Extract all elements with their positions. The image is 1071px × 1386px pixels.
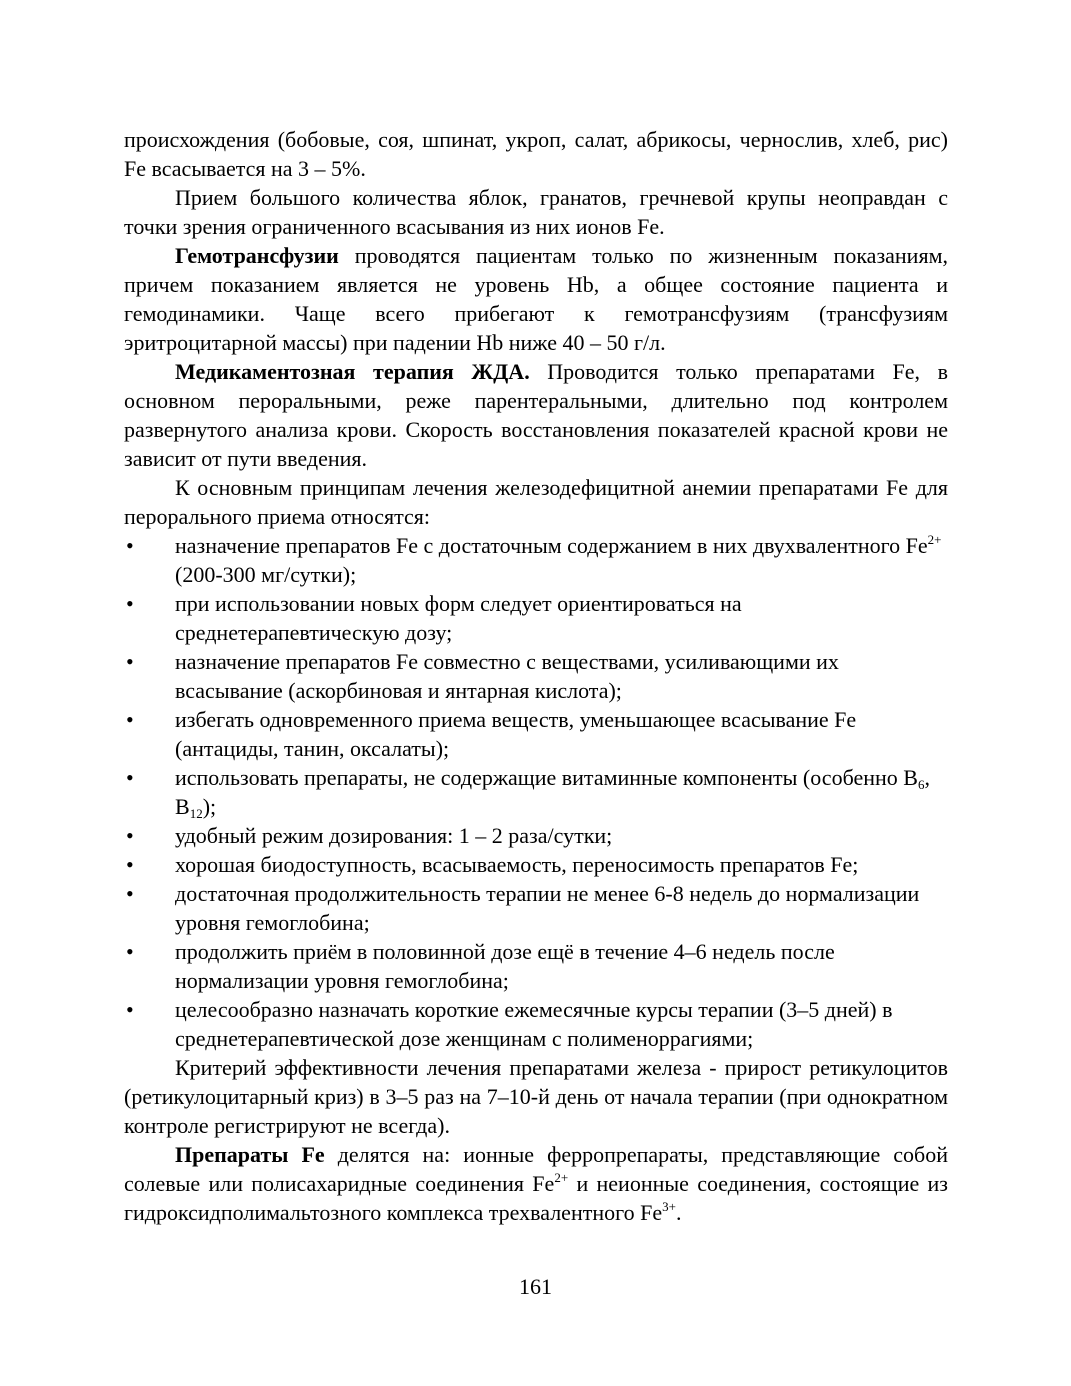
bullet-icon: • (126, 823, 134, 848)
list-item: • при использовании новых форм следует ориентироваться на среднетерапевтическую дозу; (126, 591, 742, 645)
bullet-icon: • (126, 765, 134, 790)
list-item: • продолжить приём в половинной дозе ещё в течение 4–6 недель после нормализации уровня гемоглобина; (126, 939, 835, 993)
page-number: 161 (519, 1274, 552, 1299)
heading-hemotransfusion: Гемотрансфузии (175, 243, 339, 268)
paragraph-fe-preparations: Препараты Fe делятся на: ионные ферропрепараты, представляющие собой солевые или полисахаридные соединения $Fe^{2+}$ и неионные соединения, состоящие из гидроксидполимальтозного комплекса трехвалентного $Fe^{3+}$. (124, 1142, 948, 1225)
bullet-icon: • (126, 649, 134, 674)
page-body (124, 125, 948, 1227)
bullet-icon: • (126, 591, 134, 616)
paragraph-apples: Прием большого количества яблок, гранатов, гречневой крупы неоправдан с точки зрения ограниченного всасывания из них ионов Fe. (124, 185, 948, 239)
bullet-icon: • (126, 939, 134, 964)
heading-fe-preparations: Препараты Fe (175, 1142, 325, 1167)
bullet-icon: • (126, 852, 134, 877)
bullet-icon: • (126, 997, 134, 1022)
heading-drug-therapy: Медикаментозная терапия ЖДА. (175, 359, 530, 384)
list-item: • хорошая биодоступность, всасываемость, переносимость препаратов Fe; (126, 852, 859, 877)
principles-list (124, 531, 948, 1053)
list-item: • использовать препараты, не содержащие витаминные компоненты (особенно $B_6$, $B_{12}$); (126, 765, 930, 821)
list-item: • назначение препаратов Fe с достаточным содержанием в них двухвалентного $Fe^{2+}$ (200-300 мг/сутки); (126, 532, 942, 587)
paragraph-drug-therapy: Медикаментозная терапия ЖДА. Проводится только препаратами Fe, в основном пероральными, реже парентеральными, длительно под контролем развернутого анализа крови. Скорость восстановления показателей красной крови не зависит от пути введения. (124, 359, 949, 471)
paragraph-hemotransfusion: Гемотрансфузии проводятся пациентам только по жизненным показаниям, причем показанием является не уровень Hb, а общее состояние пациента и гемодинамики. Чаще всего прибегают к гемотрансфузиям (трансфузиям эритроцитарной массы) при падении Hb ниже 40 – 50 г/л. (124, 243, 948, 355)
list-item: • назначение препаратов Fe совместно с веществами, усиливающими их всасывание (аскорбиновая и янтарная кислота); (126, 649, 839, 703)
list-item: • избегать одновременного приема веществ, уменьшающее всасывание Fe (антациды, танин, оксалаты); (126, 707, 857, 761)
list-item: • достаточная продолжительность терапии не менее 6-8 недель до нормализации уровня гемоглобина; (126, 881, 920, 935)
list-item: • удобный режим дозирования: 1 – 2 раза/сутки; (126, 823, 613, 848)
paragraph-efficacy-criterion: Критерий эффективности лечения препаратами железа - прирост ретикулоцитов (ретикулоцитарный криз) в 3–5 раз на 7–10-й день от начала терапии (при однократном контроле регистрируют не всегда). (124, 1055, 948, 1138)
bullet-icon: • (126, 533, 134, 558)
list-item: • целесообразно назначать короткие ежемесячные курсы терапии (3–5 дней) в среднетерапевтической дозе женщинам с полименоррагиями; (126, 997, 893, 1051)
paragraph-principles-intro: К основным принципам лечения железодефицитной анемии препаратами Fe для перорального приема относятся: (124, 475, 948, 529)
paragraph-continuation: происхождения (бобовые, соя, шпинат, укроп, салат, абрикосы, чернослив, хлеб, рис) Fe всасывается на 3 – 5%. (124, 127, 948, 181)
bullet-icon: • (126, 881, 134, 906)
bullet-icon: • (126, 707, 134, 732)
